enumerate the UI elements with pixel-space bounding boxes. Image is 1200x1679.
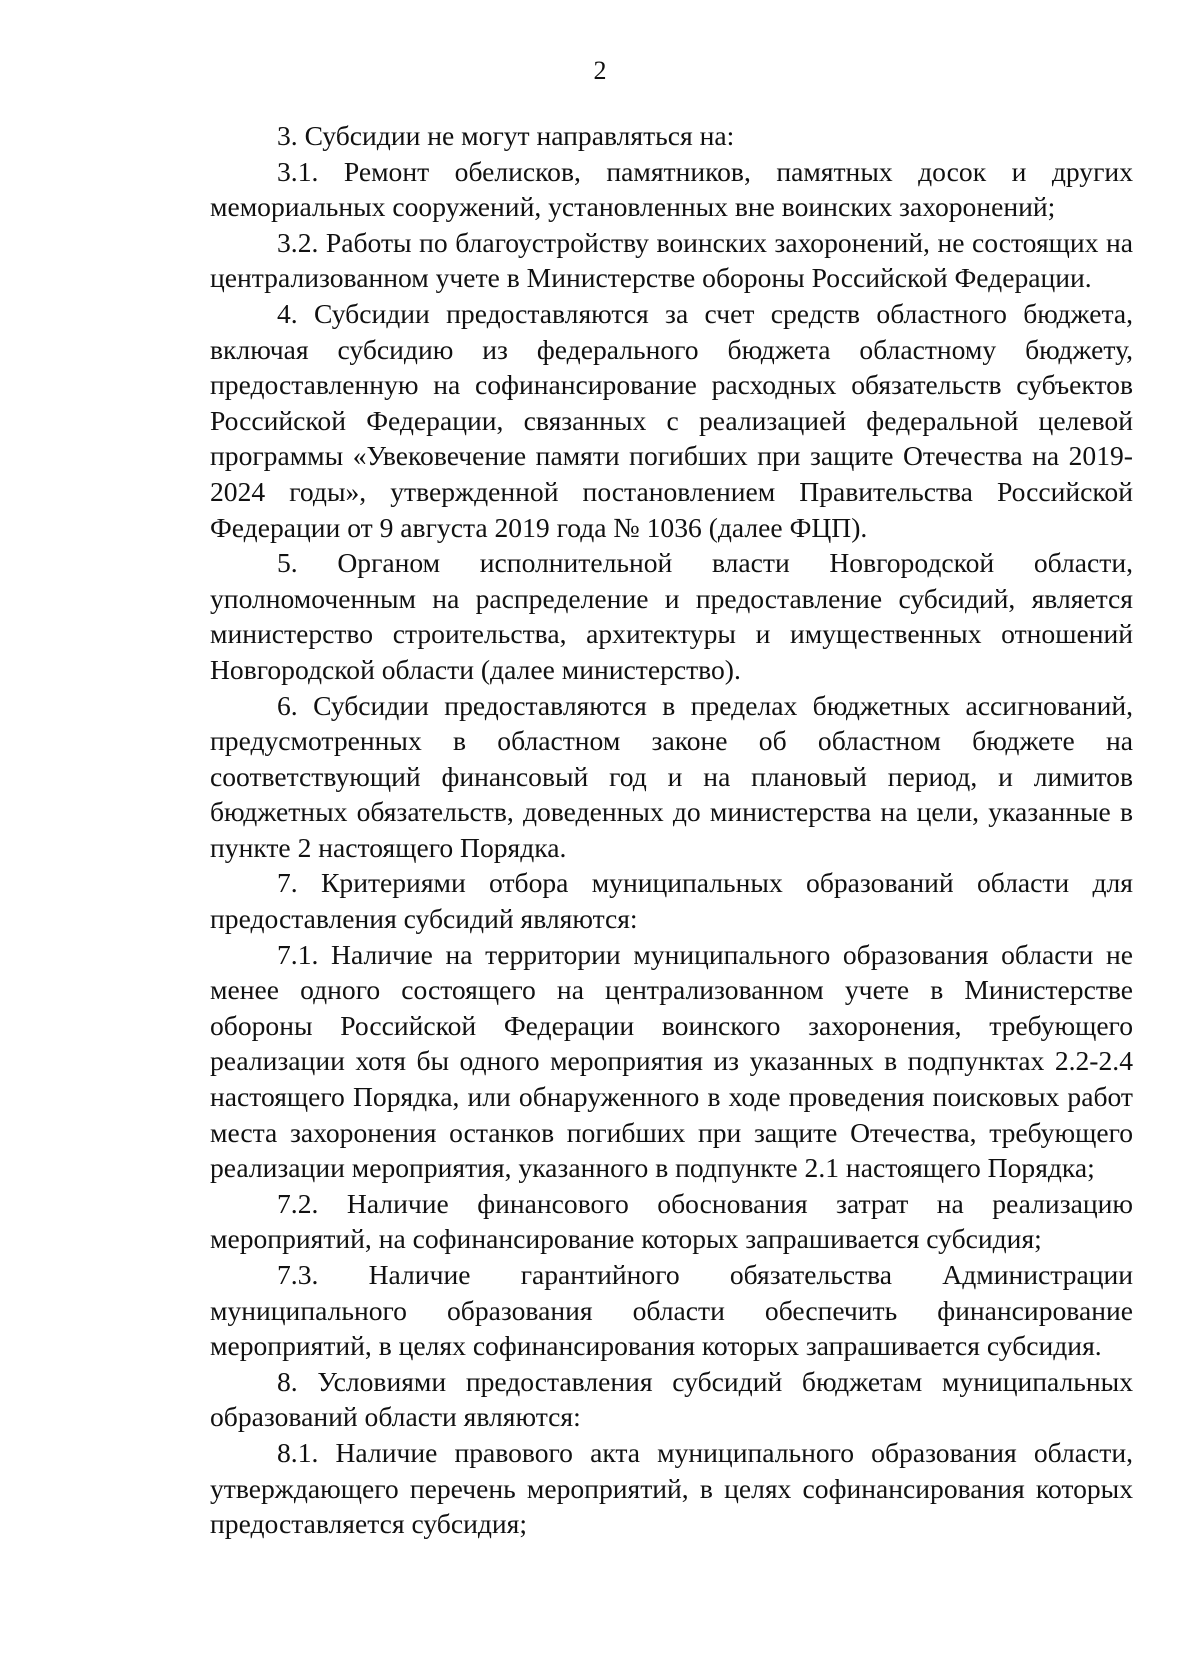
paragraph-5: 5. Органом исполнительной власти Новгородской области, уполномоченным на распределение и предоставление субсидий, является министерство строительства, архитектуры и имущественных отношений Новгородской области (далее министерство). <box>210 547 1133 685</box>
page-number: 2 <box>593 56 607 85</box>
paragraph-3-1: 3.1. Ремонт обелисков, памятников, памятных досок и других мемориальных сооружений, установленных вне воинских захоронений; <box>210 155 1133 223</box>
paragraph-7-3: 7.3. Наличие гарантийного обязательства Администрации муниципального образования области обеспечить финансирование мероприятий, в целях софинансирования которых запрашивается субсидия. <box>210 1259 1133 1362</box>
document-body <box>210 118 1133 1542</box>
paragraph-6: 6. Субсидии предоставляются в пределах бюджетных ассигнований, предусмотренных в областном законе об областном бюджете на соответствующий финансовый год и на плановый период, и лимитов бюджетных обязательств, доведенных до министерства на цели, указанные в пункте 2 настоящего Порядка. <box>210 689 1133 863</box>
paragraph-8: 8. Условиями предоставления субсидий бюджетам муниципальных образований области являются: <box>210 1365 1133 1433</box>
paragraph-7-2: 7.2. Наличие финансового обоснования затрат на реализацию мероприятий, на софинансирование которых запрашивается субсидия; <box>210 1187 1133 1255</box>
paragraph-7-1: 7.1. Наличие на территории муниципального образования области не менее одного состоящего на централизованном учете в Министерстве обороны Российской Федерации воинского захоронения, требующего реализации хотя бы одного мероприятия из указанных в подпунктах 2.2-2.4 настоящего Порядка, или обнаруженного в ходе проведения поисковых работ места захоронения останков погибших при защите Отечества, требующего реализации мероприятия, указанного в подпункте 2.1 настоящего Порядка; <box>210 938 1133 1184</box>
paragraph-3: 3. Субсидии не могут направляться на: <box>277 120 735 151</box>
paragraph-8-1: 8.1. Наличие правового акта муниципального образования области, утверждающего перечень мероприятий, в целях софинансирования которых предоставляется субсидия; <box>210 1436 1133 1540</box>
paragraph-7: 7. Критериями отбора муниципальных образований области для предоставления субсидий являются: <box>210 867 1133 935</box>
paragraph-4: 4. Субсидии предоставляются за счет средств областного бюджета, включая субсидию из федерального бюджета областному бюджету, предоставленную на софинансирование расходных обязательств субъектов Российской Федерации, связанных с реализацией федеральной целевой программы «Увековечение памяти погибших при защите Отечества на 2019-2024 годы», утвержденной постановлением Правительства Российской Федерации от 9 августа 2019 года № 1036 (далее ФЦП). <box>210 297 1133 543</box>
paragraph-3-2: 3.2. Работы по благоустройству воинских захоронений, не состоящих на централизованном учете в Министерстве обороны Российской Федерации. <box>210 226 1133 294</box>
